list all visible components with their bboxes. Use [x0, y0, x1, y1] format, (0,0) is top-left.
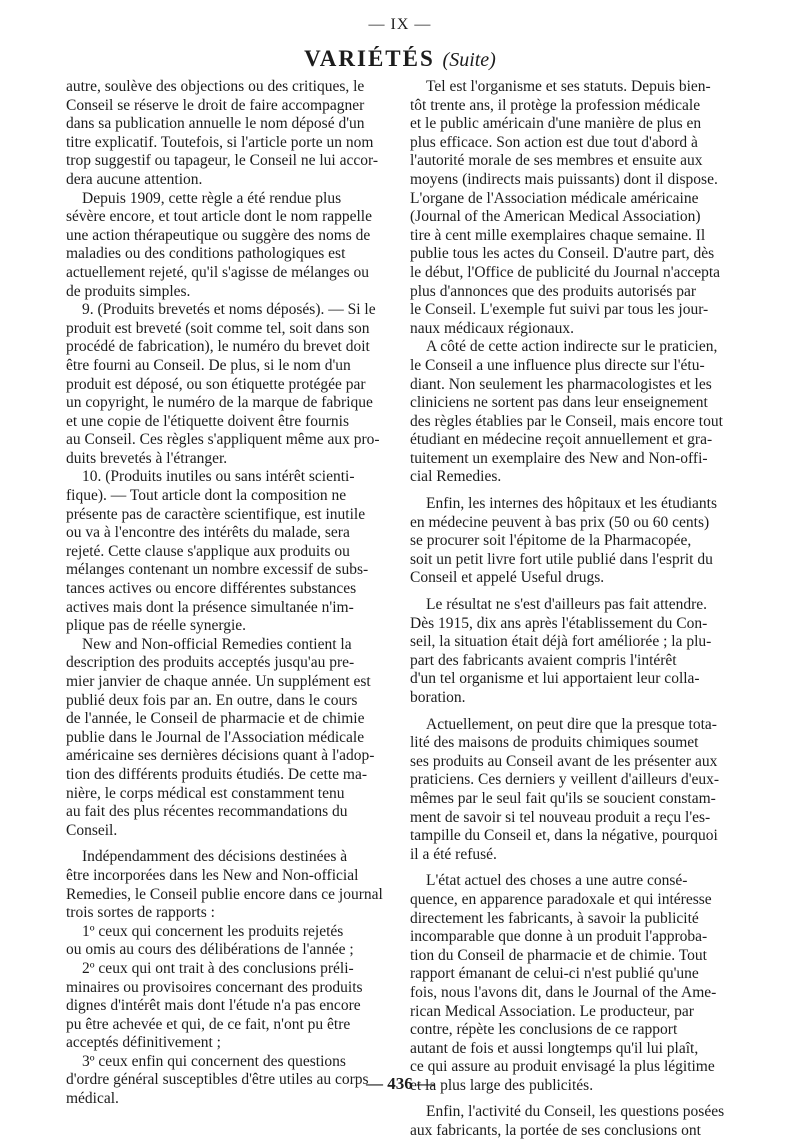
text-line: New and Non-official Remedies contient la: [82, 635, 352, 653]
text-line: naux médicaux régionaux.: [410, 319, 574, 337]
text-line: et le public américain d'une manière de plus en: [410, 115, 702, 133]
text-line: tampille du Conseil et, dans la négative, pourquoi: [410, 827, 718, 845]
text-line: diant. Non seulement les pharmacologistes et les: [410, 375, 712, 393]
text-line: le début, l'Office de publicité du Journal n'accepta: [410, 263, 721, 281]
text-line: publie tous les actes du Conseil. D'autre part, dès: [410, 245, 715, 263]
text-line: boration.: [410, 689, 466, 706]
text-line: trop suggestif ou tapageur, le Conseil ne lui accor-: [66, 152, 378, 170]
text-line: fois, nous l'avons dit, dans le Journal of the Ame-: [410, 983, 717, 1001]
text-line: et la plus large des publicités.: [410, 1076, 594, 1094]
text-line: dignes d'intérêt mais dont l'étude n'a pas encore: [66, 997, 361, 1015]
text-line: ou omis au cours des délibérations de l'année ;: [66, 941, 354, 959]
text-line: L'organe de l'Association médicale américaine: [410, 189, 699, 207]
text-line: Le résultat ne s'est d'ailleurs pas fait attendre.: [426, 596, 708, 614]
text-line: Dès 1915, dix ans après l'établissement du Con-: [410, 614, 708, 632]
text-line: présente pas de caractère scientifique, est inutile: [66, 505, 366, 523]
text-line: rejeté. Cette clause s'applique aux produits ou: [66, 542, 350, 560]
text-line: être fourni au Conseil. De plus, si le nom d'un: [66, 356, 351, 374]
text-line: tuitement un exemplaire des New and Non-offi-: [410, 449, 708, 467]
text-line: publie dans le Journal de l'Association médicale: [66, 728, 365, 746]
text-line: 1º ceux qui concernent les produits rejetés: [82, 922, 344, 940]
text-line: mélanges contenant un nombre excessif de subs-: [66, 561, 369, 579]
text-line: tire à cent mille exemplaires chaque semaine. Il: [410, 226, 706, 244]
text-line: au fait des plus récentes recommandations du: [66, 803, 348, 821]
text-line: actives mais dont la présence simultanée n'im-: [66, 598, 354, 616]
text-line: ce qui assure au produit envisagé la plus légitime: [410, 1058, 715, 1076]
paragraph-gap: [410, 588, 740, 596]
text-line: pu être achevée et qui, de ce fait, n'ont pu être: [66, 1015, 351, 1033]
text-line: 3º ceux enfin qui concernent des questions: [82, 1052, 346, 1070]
text-line: se procurer soit l'épitome de la Pharmacopée,: [410, 532, 692, 550]
text-line: part des fabricants avaient compris l'intérêt: [410, 651, 677, 669]
text-line: trois sortes de rapports :: [66, 904, 215, 922]
text-line: dans sa publication annuelle le nom déposé d'un: [66, 115, 365, 133]
text-line: mêmes par le seul fait qu'ils se soucient constam-: [410, 789, 716, 807]
text-line: mier janvier de chaque année. Un supplément est: [66, 673, 371, 690]
text-line: étudiant en médecine reçoit annuellement et gra-: [410, 431, 713, 449]
text-line: titre explicatif. Toutefois, si l'article porte un nom: [66, 133, 374, 151]
text-line: moyens (indirects mais puissants) dont il dispose.: [410, 170, 718, 188]
right-column: [410, 78, 740, 1141]
text-line: 9. (Produits brevetés et noms déposés). — Si le: [82, 301, 376, 319]
text-line: tôt trente ans, il protège la profession médicale: [410, 96, 701, 114]
text-line: plus d'annonces que des produits autorisés par: [410, 282, 697, 300]
text-line: directement les fabricants, à savoir la publicité: [410, 909, 699, 927]
text-line: Enfin, les internes des hôpitaux et les étudiants: [426, 495, 717, 513]
text-line: produit est breveté (soit comme tel, soit dans son: [66, 319, 370, 337]
title-text: VARIÉTÉS: [304, 46, 435, 71]
text-line: 2º ceux qui ont trait à des conclusions préli-: [82, 959, 354, 977]
text-line: d'un tel organisme et lui apportaient leur colla-: [410, 670, 700, 688]
text-line: incomparable que donne à un produit l'approba-: [410, 928, 708, 946]
text-line: le Conseil. L'exemple fut suivi par tous les jour-: [410, 301, 709, 319]
text-line: Conseil et appelé Useful drugs.: [410, 569, 605, 587]
text-line: praticiens. Ces derniers y veillent d'ailleurs d'eux-: [410, 771, 720, 789]
text-line: ses produits au Conseil avant de les présenter aux: [410, 752, 718, 770]
text-line: il a été refusé.: [410, 845, 497, 863]
text-line: fique). — Tout article dont la composition ne: [66, 487, 347, 505]
title-subtitle: (Suite): [442, 49, 496, 71]
text-line: cliniciens ne sortent pas dans leur enseignement: [410, 394, 708, 412]
text-line: cial Remedies.: [410, 468, 502, 486]
text-line: l'autorité morale de ses membres et ensuite aux: [410, 152, 703, 170]
text-line: contre, répète les conclusions de ce rapport: [410, 1021, 678, 1039]
text-line: tion du Conseil de pharmacie et de chimie. Tout: [410, 946, 707, 964]
text-line: actuellement rejeté, qu'il s'agisse de mélanges ou: [66, 263, 369, 281]
text-line: de l'année, le Conseil de pharmacie et de chimie: [66, 710, 365, 728]
text-line: Conseil.: [66, 821, 118, 839]
text-line: d'ordre général susceptibles d'être utiles au corps: [66, 1071, 369, 1089]
text-line: Actuellement, on peut dire que la presque tota-: [426, 715, 717, 733]
text-line: en médecine peuvent à bas prix (50 ou 60 cents): [410, 513, 710, 531]
text-line: américaine ses dernières décisions quant à l'adop-: [66, 747, 375, 765]
text-line: autant de fois et aussi longtemps qu'il lui plaît,: [410, 1039, 699, 1057]
text-line: (Journal of the American Medical Association): [410, 208, 701, 226]
text-line: rapport émanant de celui-ci n'est publié qu'une: [410, 965, 699, 983]
text-line: quence, en apparence paradoxale et qui intéresse: [410, 890, 712, 908]
text-line: plique pas de réelle synergie.: [66, 617, 247, 635]
text-line: médical.: [66, 1090, 119, 1108]
paragraph-gap: [410, 487, 740, 495]
roman-page-number: — IX —: [368, 16, 432, 33]
paragraph-gap: [410, 1095, 740, 1103]
text-line: le Conseil a une influence plus directe sur l'étu-: [410, 356, 705, 374]
text-line: rican Medical Association. Le producteur, par: [410, 1002, 694, 1020]
text-line: acceptés définitivement ;: [66, 1034, 221, 1052]
text-line: ou va à l'encontre des intérêts du malade, sera: [66, 524, 350, 542]
text-line: sévère encore, et tout article dont le nom rappelle: [66, 208, 372, 226]
text-line: tances actives ou encore différentes substances: [66, 580, 357, 598]
text-line: autre, soulève des objections ou des critiques, le: [66, 78, 365, 95]
page-number: — 436 —: [366, 1074, 434, 1093]
text-line: être incorporées dans les New and Non-official: [66, 866, 359, 884]
paragraph-gap: [410, 864, 740, 872]
text-line: Enfin, l'activité du Conseil, les questions posées: [426, 1103, 725, 1121]
text-line: au Conseil. Ces règles s'appliquent même aux pro-: [66, 431, 380, 449]
text-line: ment de savoir si tel nouveau produit a reçu l'es-: [410, 808, 711, 826]
text-line: Depuis 1909, cette règle a été rendue plus: [82, 189, 342, 207]
page-title: [0, 46, 800, 72]
text-line: tion des différents produits étudiés. De cette ma-: [66, 765, 368, 783]
paragraph-gap: [66, 840, 396, 848]
text-line: soit un petit livre fort utile publié dans l'esprit du: [410, 550, 713, 568]
text-line: Indépendamment des décisions destinées à: [82, 848, 348, 866]
text-line: lité des maisons de produits chimiques soumet: [410, 734, 699, 752]
text-line: Tel est l'organisme et ses statuts. Depuis bien-: [426, 78, 711, 95]
left-column: [66, 78, 396, 1109]
text-line: procédé de fabrication), le numéro du brevet doit: [66, 338, 370, 356]
text-line: des règles établies par le Conseil, mais encore tout: [410, 412, 723, 430]
text-line: description des produits acceptés jusqu'au pre-: [66, 654, 355, 672]
text-line: plus efficace. Son action est due tout d'abord à: [410, 133, 698, 151]
text-line: duits brevetés à l'étranger.: [66, 449, 228, 467]
text-line: aux fabricants, la portée de ses conclusions ont: [410, 1122, 701, 1140]
text-line: maladies ou des conditions pathologiques est: [66, 245, 346, 263]
text-line: nière, le corps médical est constamment tenu: [66, 784, 345, 802]
text-line: seil, la situation était déjà fort améliorée ; la plu-: [410, 633, 712, 651]
text-line: une action thérapeutique ou suggère des noms de: [66, 226, 371, 244]
text-line: 10. (Produits inutiles ou sans intérêt scienti-: [82, 468, 355, 486]
text-line: Remedies, le Conseil publie encore dans ce journal: [66, 885, 383, 903]
text-line: minaires ou provisoires concernant des produits: [66, 978, 363, 996]
text-line: publié deux fois par an. En outre, dans le cours: [66, 691, 358, 709]
text-line: un copyright, le numéro de la marque de fabrique: [66, 394, 373, 412]
text-line: Conseil se réserve le droit de faire accompagner: [66, 96, 365, 114]
paragraph-gap: [410, 708, 740, 716]
text-line: dera aucune attention.: [66, 170, 203, 188]
text-line: et une copie de l'étiquette doivent être fournis: [66, 412, 349, 430]
text-line: L'état actuel des choses a une autre consé-: [426, 872, 688, 890]
text-line: A côté de cette action indirecte sur le praticien,: [426, 338, 718, 356]
text-line: de produits simples.: [66, 282, 191, 300]
text-line: produit est déposé, ou son étiquette protégée par: [66, 375, 366, 393]
